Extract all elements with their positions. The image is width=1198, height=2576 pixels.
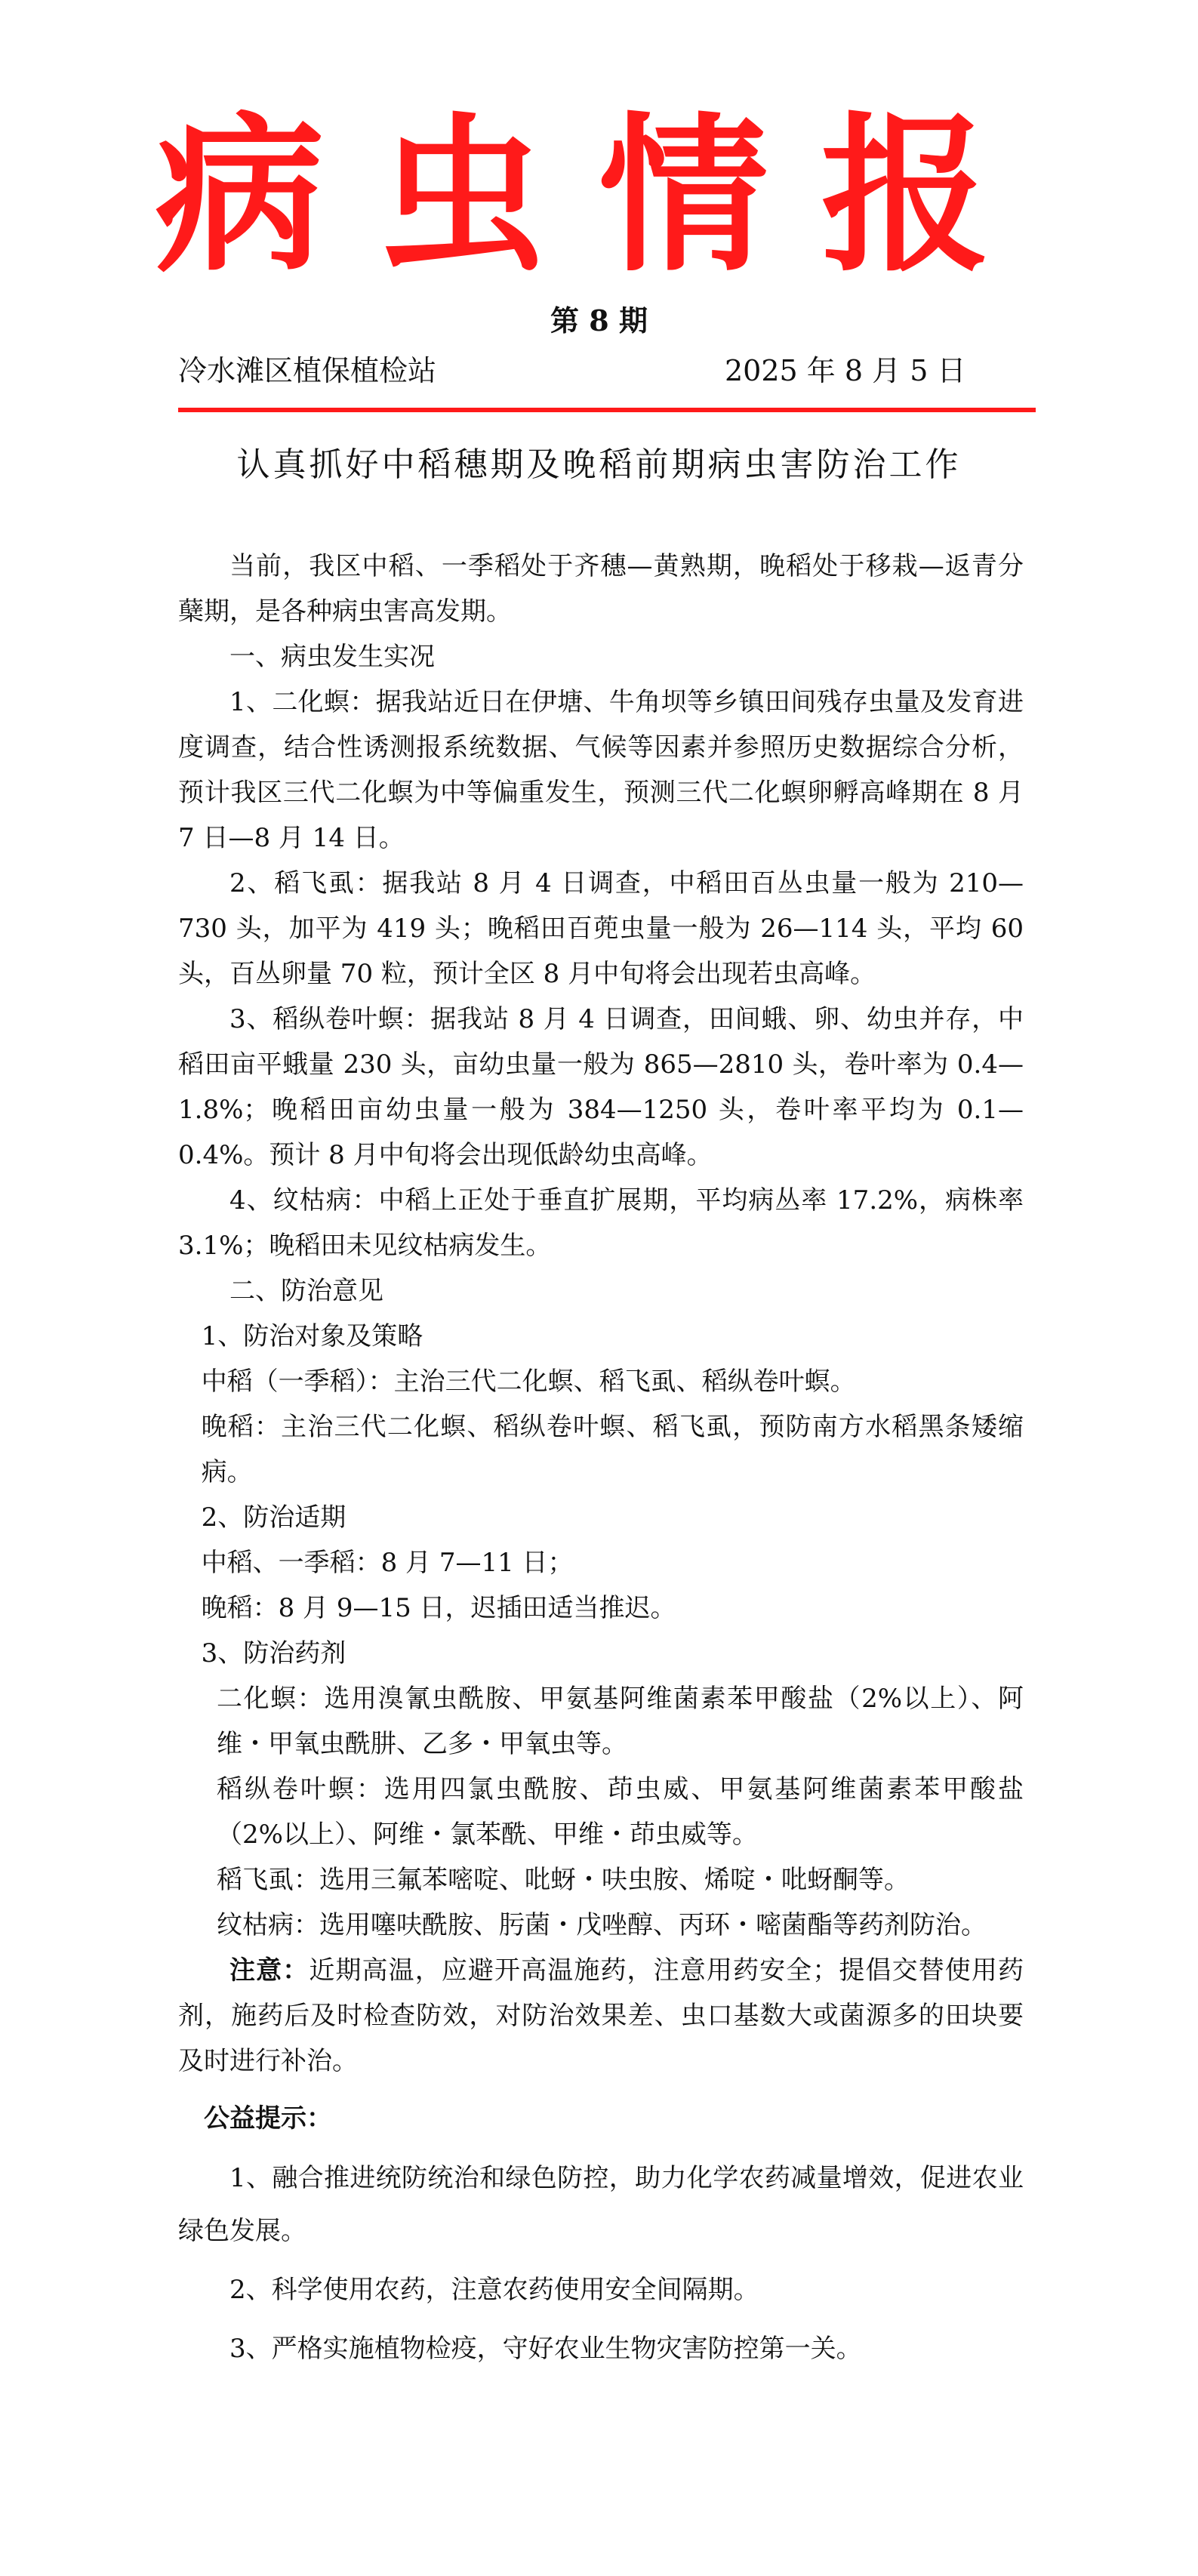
pesticide-stem-borer: 二化螟：选用溴氰虫酰胺、甲氨基阿维菌素苯甲酸盐（2%以上）、阿维・甲氧虫酰肼、乙多・甲氧虫等。: [217, 1684, 1024, 1759]
masthead-title: 病虫情报: [155, 97, 1043, 294]
paragraph-leaf-roller: 3、稻纵卷叶螟：据我站 8 月 4 日调查，田间蛾、卵、幼虫并存，中稻田亩平蛾量 230 头，亩幼虫量一般为 865—2810 头，卷叶率为 0.4—1.8%；晚稻田亩幼虫量一般为 384—1250 头，卷叶率平均为 0.1—0.4%。预计 8 月中旬将会出现低龄幼虫高峰。: [178, 1004, 1024, 1170]
pesticide-leaf-roller: 稻纵卷叶螟：选用四氯虫酰胺、茚虫威、甲氨基阿维菌素苯甲酸盐（2%以上）、阿维・氯苯酰、甲维・茚虫威等。: [217, 1774, 1024, 1850]
subheading-targets: 1、防治对象及策略: [201, 1321, 423, 1351]
intro-paragraph: 当前，我区中稻、一季稻处于齐穗—黄熟期，晚稻处于移栽—返青分蘖期，是各种病虫害高发期。: [178, 551, 1024, 627]
tip-item: 2、科学使用农药，注意农药使用安全间隔期。: [229, 2275, 759, 2305]
caution-text: 近期高温，应避开高温施药，注意用药安全；提倡交替使用药剂，施药后及时检查防效，对防治效果差、虫口基数大或菌源多的田块要及时进行补治。: [178, 1955, 1024, 2076]
pesticide-sheath-blight: 纹枯病：选用噻呋酰胺、肟菌・戊唑醇、丙环・嘧菌酯等药剂防治。: [217, 1910, 987, 1940]
tip-item: 3、严格实施植物检疫，守好农业生物灾害防控第一关。: [229, 2334, 862, 2364]
tip-item: 1、融合推进统防统治和绿色防控，助力化学农药减量增效，促进农业绿色发展。: [178, 2163, 1024, 2246]
timing-middle-rice: 中稻、一季稻：8 月 7—11 日；: [201, 1548, 574, 1578]
subheading-pesticides: 3、防治药剂: [201, 1638, 346, 1669]
header-divider: [178, 408, 1036, 412]
subheading-timing: 2、防治适期: [201, 1502, 346, 1533]
section-heading-control: 二、防治意见: [229, 1276, 383, 1306]
caution-label: 注意：: [229, 1955, 310, 1986]
article-body: [178, 544, 1024, 2375]
paragraph-sheath-blight: 4、纹枯病：中稻上正处于垂直扩展期，平均病丛率 17.2%，病株率 3.1%；晚稻田未见纹枯病发生。: [178, 1185, 1024, 1261]
paragraph-stem-borer: 1、二化螟：据我站近日在伊塘、牛角坝等乡镇田间残存虫量及发育进度调查，结合性诱测报系统数据、气候等因素并参照历史数据综合分析，预计我区三代二化螟为中等偏重发生，预测三代二化螟卵孵高峰期在 8 月 7 日—8 月 14 日。: [178, 687, 1024, 853]
issuer-name: 冷水滩区植保植检站: [178, 354, 437, 387]
pesticide-planthopper: 稻飞虱：选用三氟苯嘧啶、吡蚜・呋虫胺、烯啶・吡蚜酮等。: [217, 1865, 910, 1895]
public-tips: [178, 2091, 1024, 2375]
timing-late-rice: 晚稻：8 月 9—15 日，迟插田适当推迟。: [201, 1593, 676, 1623]
tips-title: 公益提示：: [204, 2103, 332, 2134]
article-headline: 认真抓好中稻穗期及晚稻前期病虫害防治工作: [236, 445, 962, 484]
targets-middle-rice: 中稻（一季稻）：主治三代二化螟、稻飞虱、稻纵卷叶螟。: [201, 1367, 856, 1397]
targets-late-rice: 晚稻：主治三代二化螟、稻纵卷叶螟、稻飞虱，预防南方水稻黑条矮缩病。: [201, 1412, 1024, 1487]
issue-number: 第 8 期: [550, 304, 648, 337]
paragraph-planthopper: 2、稻飞虱：据我站 8 月 4 日调查，中稻田百丛虫量一般为 210—730 头，加平为 419 头；晚稻田百蔸虫量一般为 26—114 头，平均 60 头，百丛卵量 70 粒，预计全区 8 月中旬将会出现若虫高峰。: [178, 868, 1024, 989]
issue-date: 2025 年 8 月 5 日: [725, 354, 966, 387]
caution-paragraph: [178, 1948, 1024, 2084]
section-heading-occurrence: 一、病虫发生实况: [229, 642, 435, 672]
